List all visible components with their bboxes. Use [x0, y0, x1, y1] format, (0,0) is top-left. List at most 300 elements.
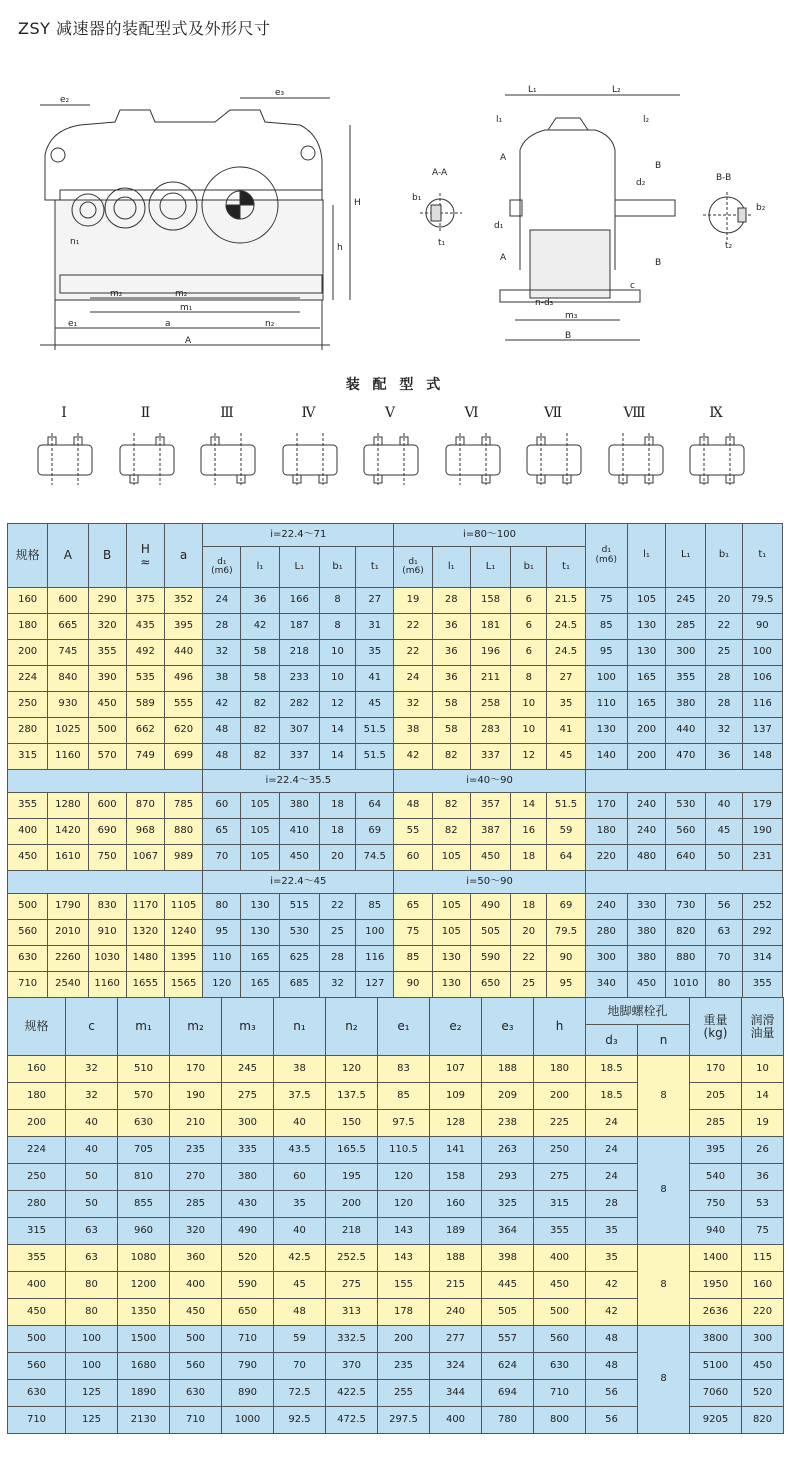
table-cell: 505	[470, 920, 510, 946]
table-cell: 200	[627, 744, 665, 770]
table-cell: 58	[432, 718, 470, 744]
header-d3: d₃	[586, 1025, 638, 1056]
label-d1: d₁	[494, 221, 504, 231]
table-cell: 36	[432, 640, 470, 666]
table-cell: 387	[470, 819, 510, 845]
table-cell: 1030	[88, 946, 126, 972]
assembly-type-icon	[116, 429, 178, 489]
table-cell: 70	[203, 845, 241, 871]
assembly-type-7	[517, 405, 589, 515]
header-b1: b₁	[319, 547, 355, 588]
table-cell: 48	[586, 1353, 638, 1380]
table-cell: 218	[326, 1218, 378, 1245]
table-cell: 250	[8, 1164, 66, 1191]
table-cell: 730	[666, 894, 706, 920]
mounting-table	[7, 997, 784, 1434]
label-section-bb: B-B	[716, 173, 732, 183]
table-cell: 32	[706, 718, 742, 744]
table-cell: 2010	[48, 920, 88, 946]
table-cell: 490	[470, 894, 510, 920]
table-cell: 1395	[164, 946, 202, 972]
table-row	[8, 793, 783, 819]
table-cell: 75	[394, 920, 432, 946]
table-cell: 470	[666, 744, 706, 770]
table-cell: 235	[170, 1137, 222, 1164]
table-cell: 480	[627, 845, 665, 871]
table-cell: 238	[482, 1110, 534, 1137]
table-row	[8, 920, 783, 946]
table-cell: 64	[547, 845, 585, 871]
table-row	[8, 894, 783, 920]
table-row	[8, 614, 783, 640]
assembly-type-label: Ⅶ	[543, 405, 563, 421]
table-cell: 224	[8, 666, 48, 692]
table-cell: 630	[8, 1380, 66, 1407]
table-cell: 275	[326, 1272, 378, 1299]
table-cell: 285	[170, 1191, 222, 1218]
table-cell: 36	[432, 666, 470, 692]
table-cell: 6	[511, 614, 547, 640]
table-cell: 520	[742, 1380, 784, 1407]
table-cell: 340	[585, 972, 627, 998]
table-cell: 840	[48, 666, 88, 692]
table-cell: 200	[8, 1110, 66, 1137]
table-cell: 337	[279, 744, 319, 770]
table-cell: 520	[222, 1245, 274, 1272]
table-cell: 650	[222, 1299, 274, 1326]
table-cell: 14	[742, 1083, 784, 1110]
table-cell: 80	[706, 972, 742, 998]
table-cell: 36	[432, 614, 470, 640]
label-l1: l₁	[496, 115, 503, 125]
table-cell: 285	[690, 1110, 742, 1137]
table-cell: 22	[394, 614, 432, 640]
table-cell: 58	[241, 666, 279, 692]
table-cell: 450	[8, 1299, 66, 1326]
table-cell: 662	[126, 718, 164, 744]
table-cell: 370	[326, 1353, 378, 1380]
table-cell: 19	[742, 1110, 784, 1137]
table-cell: 380	[279, 793, 319, 819]
table-cell: 430	[222, 1191, 274, 1218]
label-L2: L₂	[612, 85, 621, 95]
label-m3: m₃	[565, 311, 578, 321]
table-cell: 28	[586, 1191, 638, 1218]
table-cell: 300	[585, 946, 627, 972]
table-cell: 120	[326, 1056, 378, 1083]
table-cell: 2130	[118, 1407, 170, 1434]
table-header-row	[8, 524, 783, 547]
table-cell: 1010	[666, 972, 706, 998]
table-cell: 270	[170, 1164, 222, 1191]
label-A: A	[185, 336, 192, 346]
table-cell: 2260	[48, 946, 88, 972]
label-B-top: B	[655, 161, 662, 171]
table-cell: 665	[48, 614, 88, 640]
table-cell: 50	[66, 1164, 118, 1191]
table-cell: 650	[470, 972, 510, 998]
table-cell: 63	[66, 1245, 118, 1272]
table-cell: 32	[66, 1056, 118, 1083]
table-cell: 25	[319, 920, 355, 946]
assembly-type-icon	[442, 429, 504, 489]
table-cell: 28	[319, 946, 355, 972]
table-cell: 105	[432, 920, 470, 946]
header-L1: L₁	[666, 524, 706, 588]
table-cell: 235	[378, 1353, 430, 1380]
table-cell: 130	[627, 614, 665, 640]
table-cell: 56	[586, 1380, 638, 1407]
label-h: h	[337, 243, 343, 253]
table-cell: 56	[706, 894, 742, 920]
table-row	[8, 972, 783, 998]
header-l1: l₁	[432, 547, 470, 588]
table-cell: 28	[706, 692, 742, 718]
header-a: a	[164, 524, 202, 588]
table-cell: 40	[274, 1218, 326, 1245]
table-cell: 1000	[222, 1407, 274, 1434]
table-cell: 800	[534, 1407, 586, 1434]
table-cell: 630	[118, 1110, 170, 1137]
table-cell: 40	[274, 1110, 326, 1137]
assembly-type-label: Ⅸ	[709, 405, 723, 421]
assembly-type-icon	[360, 429, 422, 489]
header-e1: e₁	[378, 998, 430, 1056]
table-cell: 188	[482, 1056, 534, 1083]
bolt-count: 8	[638, 1326, 690, 1434]
table-cell: 128	[430, 1110, 482, 1137]
assembly-title: 装 配 型 式	[345, 377, 445, 393]
header-L1: L₁	[470, 547, 510, 588]
table-cell: 180	[8, 614, 48, 640]
table-cell: 130	[432, 946, 470, 972]
table-cell: 42	[586, 1272, 638, 1299]
header-c: c	[66, 998, 118, 1056]
table-cell: 555	[164, 692, 202, 718]
ratio-spacer	[8, 871, 203, 894]
table-cell: 97.5	[378, 1110, 430, 1137]
table-cell: 245	[222, 1056, 274, 1083]
table-cell: 694	[482, 1380, 534, 1407]
table-cell: 240	[430, 1299, 482, 1326]
label-H: H	[354, 198, 361, 208]
table-cell: 179	[742, 793, 782, 819]
table-cell: 21.5	[547, 588, 585, 614]
table-cell: 252	[742, 894, 782, 920]
assembly-type-label: Ⅰ	[61, 405, 67, 421]
table-cell: 450	[279, 845, 319, 871]
table-cell: 100	[66, 1353, 118, 1380]
table-cell: 196	[470, 640, 510, 666]
table-cell: 48	[274, 1299, 326, 1326]
table-cell: 472.5	[326, 1407, 378, 1434]
table-cell: 225	[534, 1110, 586, 1137]
table-cell: 120	[203, 972, 241, 998]
label-B-bottom: B	[655, 258, 662, 268]
table-cell: 400	[8, 819, 48, 845]
table-cell: 100	[585, 666, 627, 692]
table-cell: 70	[274, 1353, 326, 1380]
table-cell: 263	[482, 1137, 534, 1164]
table-cell: 855	[118, 1191, 170, 1218]
table-cell: 22	[319, 894, 355, 920]
header-weight: 重量 (kg)	[690, 998, 742, 1056]
table-cell: 158	[430, 1164, 482, 1191]
ratio-label: i=40～90	[394, 770, 585, 793]
table-cell: 231	[742, 845, 782, 871]
table-cell: 570	[88, 744, 126, 770]
table-cell: 630	[170, 1380, 222, 1407]
table-cell: 1655	[126, 972, 164, 998]
table-cell: 989	[164, 845, 202, 871]
label-b2: b₂	[756, 203, 766, 213]
table-cell: 20	[511, 920, 547, 946]
table-cell: 45	[547, 744, 585, 770]
table-cell: 1500	[118, 1326, 170, 1353]
header-t1: t₁	[356, 547, 394, 588]
table-cell: 1610	[48, 845, 88, 871]
table-cell: 141	[430, 1137, 482, 1164]
table-cell: 400	[534, 1245, 586, 1272]
table-cell: 275	[222, 1083, 274, 1110]
table-cell: 880	[164, 819, 202, 845]
table-cell: 105	[432, 845, 470, 871]
table-row	[8, 692, 783, 718]
table-cell: 26	[742, 1137, 784, 1164]
table-cell: 24.5	[547, 614, 585, 640]
table-cell: 450	[627, 972, 665, 998]
table-cell: 109	[430, 1083, 482, 1110]
table-cell: 440	[164, 640, 202, 666]
table-cell: 90	[547, 946, 585, 972]
table-cell: 82	[241, 744, 279, 770]
table-cell: 500	[170, 1326, 222, 1353]
table-cell: 530	[666, 793, 706, 819]
table-cell: 24	[586, 1110, 638, 1137]
ratio-label: i=22.4～45	[203, 871, 394, 894]
table-cell: 80	[66, 1299, 118, 1326]
table-row	[8, 744, 783, 770]
header-m3: m₃	[222, 998, 274, 1056]
table-cell: 398	[482, 1245, 534, 1272]
table-cell: 820	[742, 1407, 784, 1434]
table-cell: 200	[8, 640, 48, 666]
table-cell: 435	[126, 614, 164, 640]
table-cell: 290	[88, 588, 126, 614]
header-B: B	[88, 524, 126, 588]
table-cell: 450	[742, 1353, 784, 1380]
header-n2: n₂	[326, 998, 378, 1056]
table-cell: 137	[742, 718, 782, 744]
table-cell: 209	[482, 1083, 534, 1110]
table-cell: 20	[706, 588, 742, 614]
table-cell: 390	[88, 666, 126, 692]
table-cell: 90	[742, 614, 782, 640]
header-d1: d₁ (m6)	[203, 547, 241, 588]
front-view-drawing	[40, 98, 350, 350]
table-cell: 148	[742, 744, 782, 770]
table-cell: 395	[690, 1137, 742, 1164]
table-cell: 785	[164, 793, 202, 819]
table-cell: 50	[706, 845, 742, 871]
table-cell: 500	[8, 1326, 66, 1353]
table-cell: 187	[279, 614, 319, 640]
label-B-width: B	[565, 331, 572, 341]
table-cell: 1170	[126, 894, 164, 920]
label-m2-left: m₂	[110, 289, 123, 299]
table-cell: 127	[356, 972, 394, 998]
table-cell: 910	[88, 920, 126, 946]
table-cell: 710	[534, 1380, 586, 1407]
table-cell: 38	[274, 1056, 326, 1083]
table-cell: 12	[511, 744, 547, 770]
label-n1: n₁	[70, 237, 80, 247]
table-cell: 450	[88, 692, 126, 718]
table-cell: 2636	[690, 1299, 742, 1326]
table-cell: 36	[241, 588, 279, 614]
table-cell: 59	[547, 819, 585, 845]
table-cell: 515	[279, 894, 319, 920]
assembly-type-4	[273, 405, 345, 515]
assembly-type-label: Ⅵ	[464, 405, 479, 421]
table-cell: 14	[511, 793, 547, 819]
table-cell: 24	[394, 666, 432, 692]
assembly-type-label: Ⅴ	[384, 405, 396, 421]
table-cell: 189	[430, 1218, 482, 1245]
table-cell: 1160	[48, 744, 88, 770]
table-cell: 80	[203, 894, 241, 920]
table-cell: 1240	[164, 920, 202, 946]
label-c: c	[630, 281, 635, 291]
assembly-type-label: Ⅲ	[220, 405, 234, 421]
table-cell: 297.5	[378, 1407, 430, 1434]
table-cell: 165	[627, 692, 665, 718]
table-cell: 18	[511, 894, 547, 920]
label-A-top: A	[500, 153, 507, 163]
table-cell: 215	[430, 1272, 482, 1299]
table-row	[8, 845, 783, 871]
table-cell: 445	[482, 1272, 534, 1299]
table-cell: 116	[356, 946, 394, 972]
table-cell: 14	[319, 718, 355, 744]
table-cell: 557	[482, 1326, 534, 1353]
ratio-spacer	[585, 770, 782, 793]
assembly-type-6	[436, 405, 508, 515]
assembly-type-3	[191, 405, 263, 515]
table-cell: 79.5	[547, 920, 585, 946]
table-cell: 313	[326, 1299, 378, 1326]
table-cell: 64	[356, 793, 394, 819]
table-cell: 28	[432, 588, 470, 614]
table-cell: 355	[666, 666, 706, 692]
table-cell: 960	[118, 1218, 170, 1245]
table-cell: 355	[8, 793, 48, 819]
table-cell: 58	[241, 640, 279, 666]
label-L1: L₁	[528, 85, 537, 95]
table-cell: 410	[279, 819, 319, 845]
table-cell: 18	[511, 845, 547, 871]
header-m1: m₁	[118, 998, 170, 1056]
table-cell: 48	[203, 744, 241, 770]
table-cell: 95	[585, 640, 627, 666]
header-h: h	[534, 998, 586, 1056]
table-cell: 35	[586, 1245, 638, 1272]
table-cell: 28	[203, 614, 241, 640]
table-cell: 150	[326, 1110, 378, 1137]
table-cell: 315	[8, 1218, 66, 1245]
table-cell: 535	[126, 666, 164, 692]
table-cell: 1320	[126, 920, 164, 946]
table-cell: 320	[170, 1218, 222, 1245]
table-cell: 75	[742, 1218, 784, 1245]
header-e2: e₂	[430, 998, 482, 1056]
table-cell: 220	[742, 1299, 784, 1326]
table-cell: 180	[8, 1083, 66, 1110]
table-cell: 890	[222, 1380, 274, 1407]
table-cell: 490	[222, 1218, 274, 1245]
table-cell: 314	[742, 946, 782, 972]
table-cell: 24	[586, 1137, 638, 1164]
dimension-table	[7, 523, 783, 998]
table-cell: 106	[742, 666, 782, 692]
table-cell: 24.5	[547, 640, 585, 666]
table-cell: 48	[586, 1326, 638, 1353]
table-cell: 10	[511, 692, 547, 718]
table-cell: 27	[547, 666, 585, 692]
table-cell: 130	[627, 640, 665, 666]
table-cell: 830	[88, 894, 126, 920]
table-cell: 10	[511, 718, 547, 744]
table-cell: 355	[8, 1245, 66, 1272]
table-cell: 140	[585, 744, 627, 770]
header-ratio-group-1: i=22.4～71	[203, 524, 394, 547]
header-l1: l₁	[241, 547, 279, 588]
table-cell: 422.5	[326, 1380, 378, 1407]
table-cell: 90	[394, 972, 432, 998]
table-cell: 250	[534, 1137, 586, 1164]
table-cell: 22	[394, 640, 432, 666]
table-cell: 95	[547, 972, 585, 998]
table-cell: 40	[66, 1110, 118, 1137]
table-cell: 65	[394, 894, 432, 920]
table-cell: 968	[126, 819, 164, 845]
table-cell: 100	[742, 640, 782, 666]
table-cell: 357	[470, 793, 510, 819]
header-t1: t₁	[547, 547, 585, 588]
table-cell: 211	[470, 666, 510, 692]
table-cell: 258	[470, 692, 510, 718]
table-cell: 60	[203, 793, 241, 819]
label-e1: e₁	[68, 319, 78, 329]
table-cell: 36	[706, 744, 742, 770]
table-cell: 233	[279, 666, 319, 692]
dimension-drawings	[0, 50, 790, 370]
table-cell: 930	[48, 692, 88, 718]
table-cell: 200	[627, 718, 665, 744]
table-cell: 137.5	[326, 1083, 378, 1110]
table-cell: 255	[378, 1380, 430, 1407]
table-cell: 120	[378, 1164, 430, 1191]
table-cell: 43.5	[274, 1137, 326, 1164]
table-cell: 6	[511, 640, 547, 666]
table-cell: 35	[547, 692, 585, 718]
table-cell: 640	[666, 845, 706, 871]
table-cell: 7060	[690, 1380, 742, 1407]
table-cell: 120	[378, 1191, 430, 1218]
table-cell: 275	[534, 1164, 586, 1191]
table-cell: 450	[8, 845, 48, 871]
table-cell: 48	[203, 718, 241, 744]
